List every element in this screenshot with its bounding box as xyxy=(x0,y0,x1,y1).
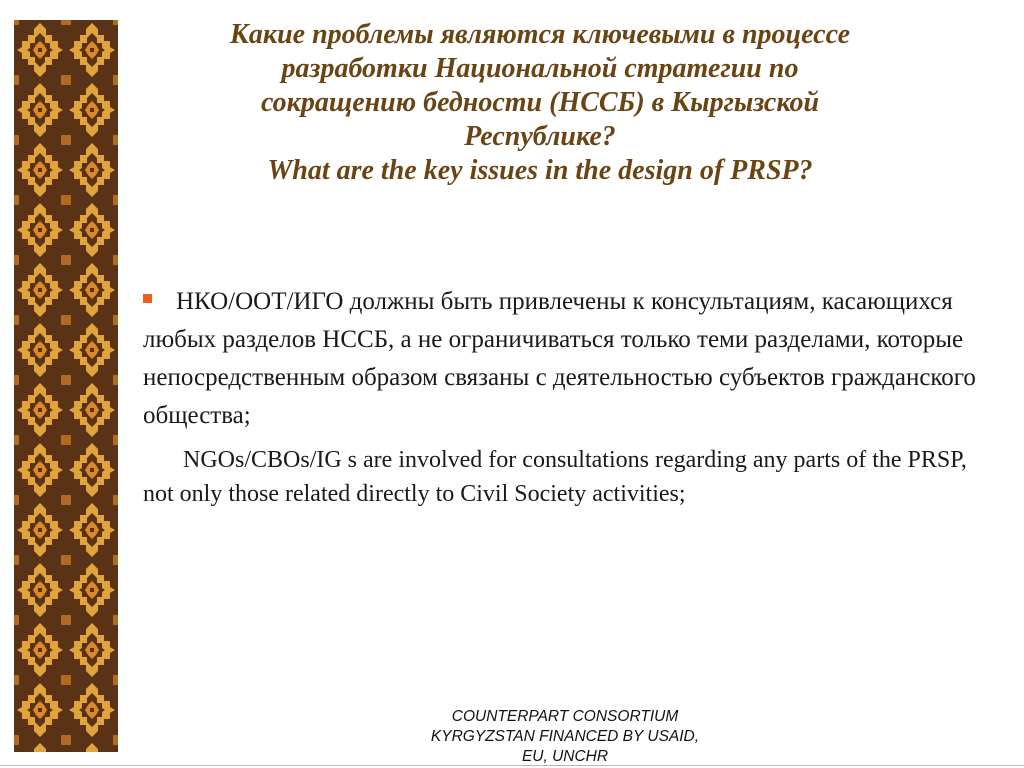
kyrgyz-ornament-pattern xyxy=(14,20,118,752)
ornament-border xyxy=(14,20,118,752)
square-bullet-icon xyxy=(143,294,152,303)
footer-line-2: KYRGYZSTAN FINANCED BY USAID, xyxy=(430,728,700,745)
title-ru-line-4: Республике? xyxy=(464,121,616,152)
bullet-text-ru: НКО/ООТ/ИГО должны быть привлечены к консультациям, касающихся любых разделов НССБ, а не ограничиваться только теми разделами, которые непосредственным образом связаны с деятельностью субъектов гражданского общества; xyxy=(143,288,976,429)
title-ru-line-2: разработки Национальной стратегии по xyxy=(281,53,799,84)
footer-line-1: COUNTERPART CONSORTIUM xyxy=(451,708,679,725)
footer-credit xyxy=(380,707,750,767)
title-en: What are the key issues in the design of PRSP? xyxy=(267,155,813,186)
footer-line-3: EU, UNCHR xyxy=(521,748,609,765)
title-ru-line-1: Какие проблемы являются ключевыми в процессе xyxy=(229,19,851,50)
paragraph-en: NGOs/CBOs/IG s are involved for consultations regarding any parts of the PRSP, not only those related directly to Civil Society activities; xyxy=(143,447,967,507)
slide-title xyxy=(150,18,930,188)
title-ru-line-3: сокращению бедности (НССБ) в Кыргызской xyxy=(260,87,820,118)
bottom-divider xyxy=(0,765,1024,766)
bullet-item-ru xyxy=(143,283,1001,435)
slide-body xyxy=(143,283,1001,511)
